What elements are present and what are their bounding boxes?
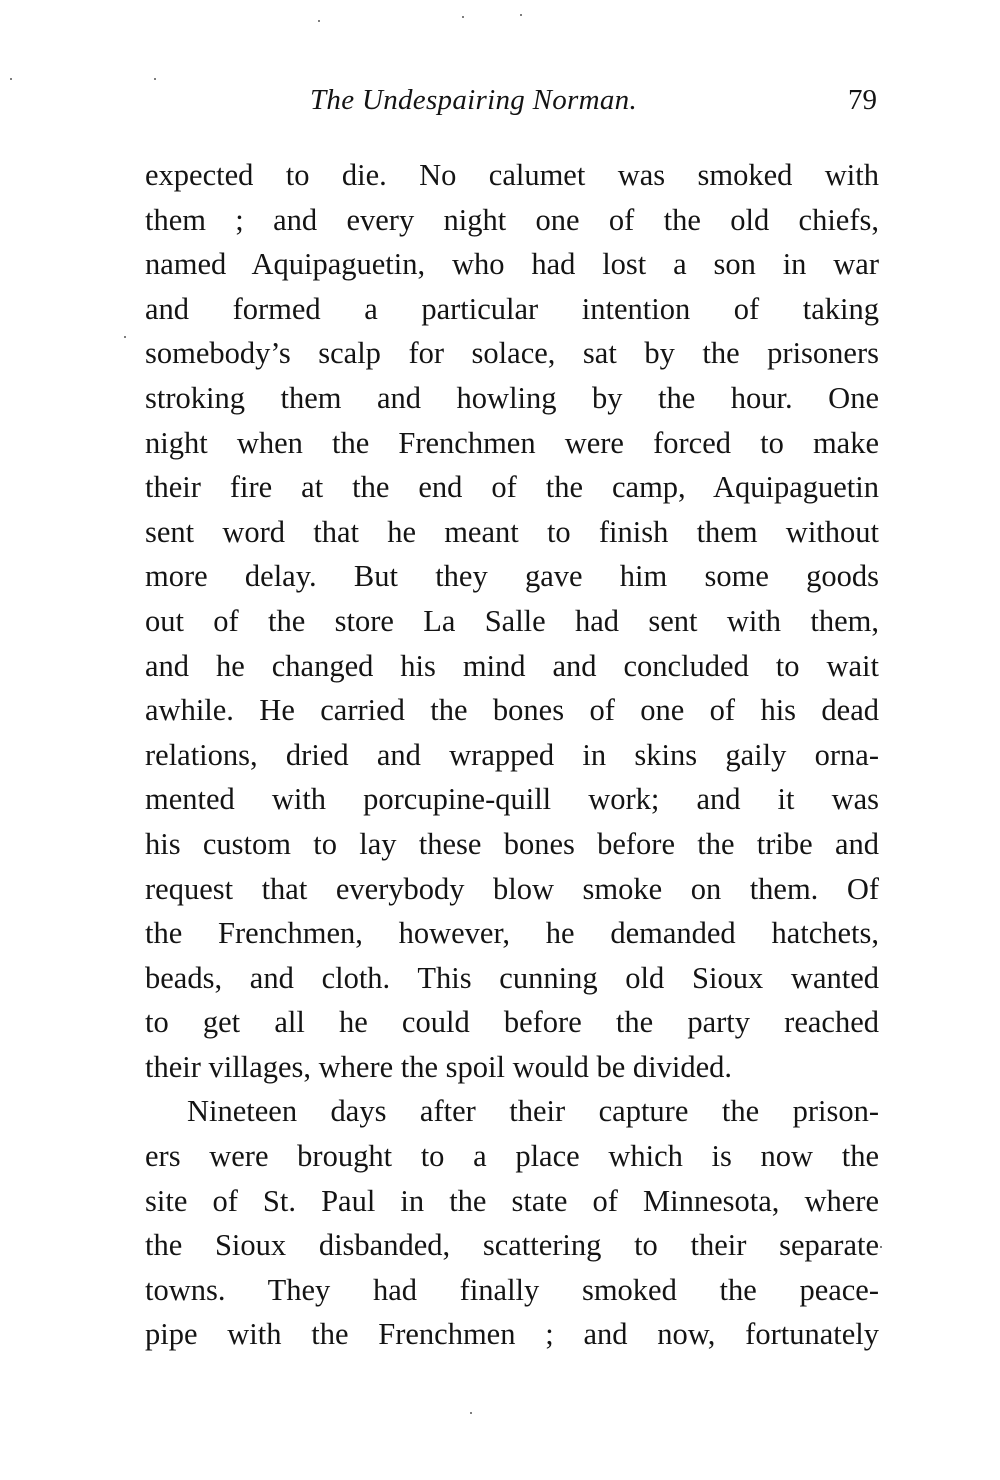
text-line: somebody’s scalp for solace, sat by the prisoners: [145, 336, 879, 371]
text-line: his custom to lay these bones before the tribe and: [145, 826, 879, 861]
running-head: [145, 78, 877, 122]
text-block: [145, 153, 879, 1357]
text-line: towns. They had finally smoked the peace-: [145, 1272, 879, 1307]
text-line: out of the store La Salle had sent with them,: [145, 603, 879, 638]
paragraph-1: [145, 153, 879, 1089]
text-line: them ; and every night one of the old chiefs,: [145, 202, 879, 237]
scan-speck: [470, 1412, 472, 1414]
scan-speck: [318, 20, 320, 22]
text-line: the Frenchmen, however, he demanded hatchets,: [145, 916, 879, 951]
text-line: request that everybody blow smoke on them. Of: [145, 871, 879, 906]
text-line: site of St. Paul in the state of Minnesota, where: [145, 1183, 879, 1218]
running-title: The Undespairing Norman.: [310, 84, 638, 116]
scan-speck: [124, 336, 126, 338]
text-line: ers were brought to a place which is now the: [145, 1139, 879, 1174]
text-line: sent word that he meant to finish them without: [145, 514, 879, 549]
text-line: more delay. But they gave him some goods: [145, 559, 879, 594]
text-line: their villages, where the spoil would be divided.: [145, 1049, 732, 1084]
text-line: and he changed his mind and concluded to wait: [145, 648, 879, 683]
scan-speck: [520, 14, 522, 16]
text-line: Nineteen days after their capture the prison-: [187, 1094, 879, 1129]
text-line: night when the Frenchmen were forced to make: [145, 425, 879, 460]
paragraph-2: [145, 1089, 879, 1357]
page-number: 79: [848, 84, 877, 116]
text-line: expected to die. No calumet was smoked with: [145, 158, 879, 192]
text-line: pipe with the Frenchmen ; and now, fortunately: [145, 1317, 879, 1352]
text-line: their fire at the end of the camp, Aquipaguetin: [145, 470, 879, 505]
scan-speck: [462, 16, 464, 18]
scan-speck: [880, 1246, 882, 1248]
text-line: mented with porcupine-quill work; and it was: [145, 782, 879, 817]
scan-speck: [10, 78, 12, 80]
text-line: beads, and cloth. This cunning old Sioux wanted: [145, 960, 879, 995]
text-line: and formed a particular intention of taking: [145, 291, 879, 326]
scan-speck: [154, 78, 156, 80]
text-line: awhile. He carried the bones of one of his dead: [145, 693, 879, 728]
text-line: stroking them and howling by the hour. One: [145, 380, 879, 415]
text-line: the Sioux disbanded, scattering to their separate: [145, 1228, 879, 1263]
text-line: to get all he could before the party reached: [145, 1005, 879, 1040]
text-line: named Aquipaguetin, who had lost a son in war: [145, 247, 879, 282]
text-line: relations, dried and wrapped in skins gaily orna-: [145, 737, 879, 772]
